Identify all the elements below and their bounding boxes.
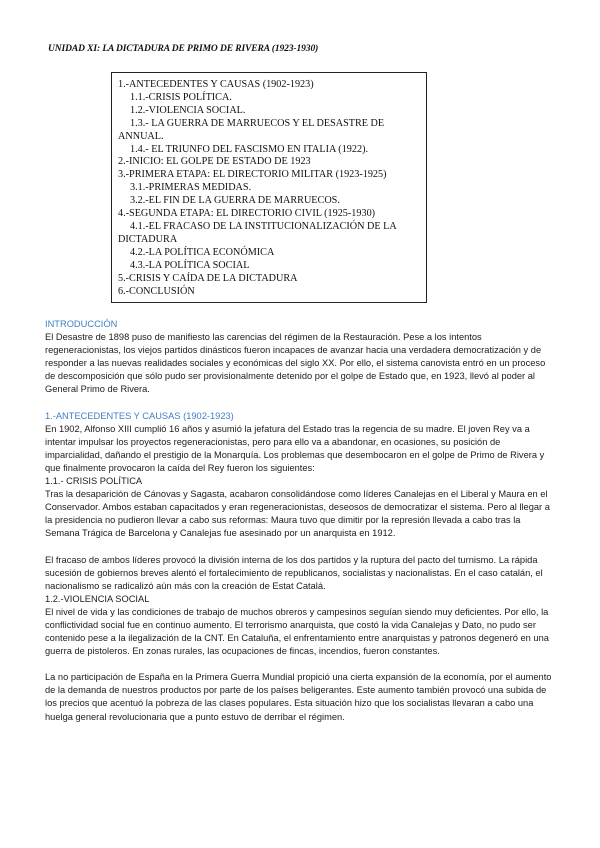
paragraph: En 1902, Alfonso XIII cumplió 16 años y asumió la jefatura del Estado tras la regencia de su madre. El joven Rey va a intentar impulsar los proyectos regeneracionistas, pero para ello va a abandonar, en ocasiones, su posición de imparcialidad, dañando el prestigio de la Monarquía. Los problemas que desembocaron en el golpe de Primo de Rivera y que finalmente provocaron la caída del Rey fueron los siguientes: <box>45 423 545 473</box>
section-heading-antecedentes: 1.-ANTECEDENTES Y CAUSAS (1902-1923) <box>45 410 234 421</box>
toc-item: 1.4.- EL TRIUNFO DEL FASCISMO EN ITALIA (1922). <box>130 143 369 155</box>
toc-item: 4.3.-LA POLÍTICA SOCIAL <box>130 259 250 271</box>
toc-item: 2.-INICIO: EL GOLPE DE ESTADO DE 1923 <box>118 156 311 168</box>
toc-item: 1.3.- LA GUERRA DE MARRUECOS Y EL DESASTRE DE ANNUAL. <box>118 117 385 142</box>
toc-item: 4.1.-EL FRACASO DE LA INSTITUCIONALIZACIÓN DE LA DICTADURA <box>118 220 397 245</box>
document-body <box>45 318 555 724</box>
table-of-contents <box>111 72 427 303</box>
toc-item: 3.-PRIMERA ETAPA: EL DIRECTORIO MILITAR (1923-1925) <box>118 169 387 181</box>
paragraph: La no participación de España en la Primera Guerra Mundial propició una cierta expansión de la economía, por el aumento de la demanda de nuestros productos por parte de los países beligerantes. Este aumento también provocó una subida de los precios que acentuó la pobreza de las clases populares. Esta situación hizo que los socialistas llevaran a cabo una huelga general revolucionaria que a punto estuvo de derribar el régimen. <box>45 672 552 722</box>
toc-item: 4.-SEGUNDA ETAPA: EL DIRECTORIO CIVIL (1925-1930) <box>118 208 376 220</box>
subsection-heading-violencia-social: 1.2.-VIOLENCIA SOCIAL <box>45 593 150 604</box>
paragraph: El nivel de vida y las condiciones de trabajo de muchos obreros y campesinos seguían siendo muy deficientes. Por ello, la conflictividad social fue en continuo aumento. El terrorismo anarquista, que costó la vida Canalejas y Dato, no pudo ser contenido pese a la ilegalización de la CNT. En Cataluña, el enfrentamiento entre anarquistas y patronos degeneró en una guerra de pistoleros. En zonas rurales, las ocupaciones de fincas, incendios, fueron constantes. <box>45 606 549 657</box>
document-title: UNIDAD XI: LA DICTADURA DE PRIMO DE RIVERA (1923-1930) <box>48 44 319 54</box>
toc-item: 1.2.-VIOLENCIA SOCIAL. <box>130 104 246 116</box>
paragraph: El Desastre de 1898 puso de manifiesto las carencias del régimen de la Restauración. Pese a los intentos regeneracionistas, los viejos partidos dinásticos fueron incapaces de avanzar hacia una verdadera democratización y de responder a las nuevas realidades sociales y económicas del siglo XX. Por ello, el sistema canovista entró en un proceso de descomposición que sólo pudo ser provisionalmente detenido por el golpe de Estado que, en 1923, llevó al poder al General Primo de Rivera. <box>45 332 546 395</box>
toc-item: 6.-CONCLUSIÓN <box>118 285 195 297</box>
paragraph: El fracaso de ambos líderes provocó la división interna de los dos partidos y la ruptura del pacto del turnismo. La rápida sucesión de gobiernos breves alentó el fortalecimiento de republicanos, socialistas y nacionalistas. En el caso catalán, el nacionalismo se radicalizó aún más con la creación de Estat Catalá. <box>45 554 543 591</box>
toc-item: 1.-ANTECEDENTES Y CAUSAS (1902-1923) <box>118 79 314 90</box>
section-heading-introduccion: INTRODUCCIÓN <box>45 319 118 329</box>
subsection-heading-crisis-politica: 1.1.- CRISIS POLÍTICA <box>45 476 143 487</box>
toc-item: 3.2.-EL FIN DE LA GUERRA DE MARRUECOS. <box>130 195 340 207</box>
toc-item: 3.1.-PRIMERAS MEDIDAS. <box>130 182 252 194</box>
toc-item: 5.-CRISIS Y CAÍDA DE LA DICTADURA <box>118 272 298 284</box>
toc-item: 1.1.-CRISIS POLÍTICA. <box>130 91 232 103</box>
paragraph: Tras la desaparición de Cánovas y Sagasta, acabaron consolidándose como líderes Canalejas en el Liberal y Maura en el Conservador. Ambos estaban capacitados y eran regeneracionistas, deseosos de democratizar el sistema. Pero al llegar a la presidencia no pudieron llevar a cabo sus reformas: Maura tuvo que dimitir por la represión llevada a cabo tras la Semana Trágica de Barcelona y Canalejas fue asesinado por un anarquista en 1912. <box>45 489 550 539</box>
toc-item: 4.2.-LA POLÍTICA ECONÓMICA <box>130 246 275 258</box>
